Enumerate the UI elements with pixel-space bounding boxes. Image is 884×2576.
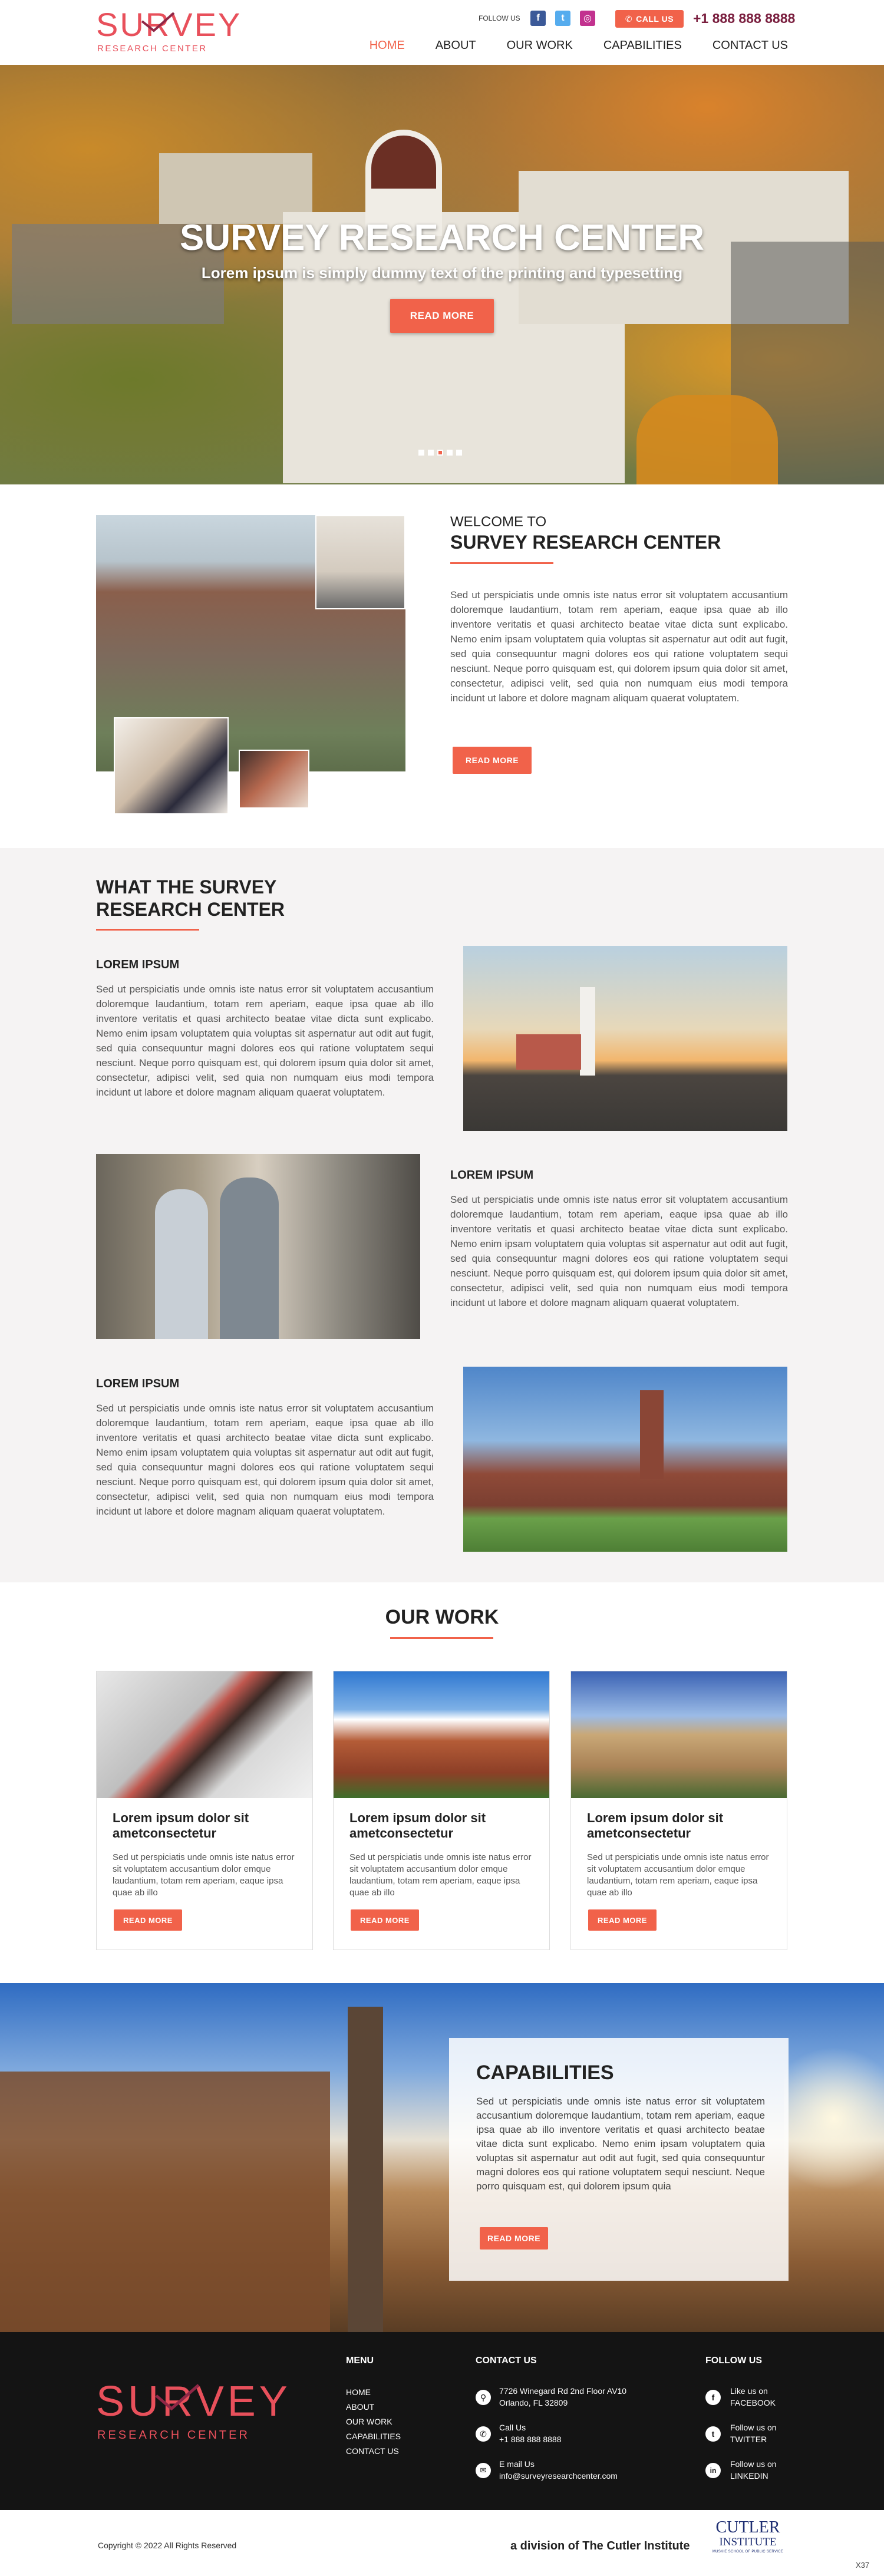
- header-phone[interactable]: +1 888 888 8888: [693, 11, 796, 26]
- footer-follow-title: FOLLOW US: [705, 2356, 762, 2366]
- location-icon: ⚲: [476, 2390, 491, 2405]
- logo-text: SURVEY: [96, 6, 242, 43]
- corner-label: X37: [856, 2561, 870, 2570]
- phone-icon: ✆: [476, 2426, 491, 2442]
- nav-capabilities[interactable]: CAPABILITIES: [603, 39, 682, 52]
- what-underline: [96, 929, 199, 931]
- what-item-1-heading: LOREM IPSUM: [96, 958, 180, 971]
- hero-slider: [0, 65, 884, 484]
- slider-dot-active[interactable]: [437, 450, 443, 456]
- cutler-tag: MUSKIE SCHOOL OF PUBLIC SERVICE: [712, 2550, 784, 2554]
- follow-us-label: FOLLOW US: [479, 14, 520, 22]
- what-section: [0, 848, 884, 1582]
- cutler-line1: CUTLER: [715, 2518, 780, 2537]
- logo-check-icon: [137, 11, 179, 34]
- cutler-line2: INSTITUTE: [719, 2536, 777, 2548]
- footer-menu: [346, 2385, 401, 2459]
- hero-subtitle: Lorem ipsum is simply dummy text of the printing and typesetting: [201, 264, 683, 282]
- work-card-body: Sed ut perspiciatis unde omnis iste natus error sit voluptatem accusantium dolor emque laudantium, totam rem aperiam, eaque ipsa quae ab illo: [113, 1852, 295, 1898]
- slider-dots: [418, 450, 462, 456]
- twitter-icon[interactable]: t: [555, 11, 570, 26]
- follow-line1: Follow us on: [730, 2423, 777, 2432]
- slider-dot[interactable]: [428, 450, 434, 456]
- footer-email: [476, 2458, 618, 2482]
- call-us-button[interactable]: [615, 10, 684, 28]
- student-figure: [155, 1189, 208, 1339]
- address-line1: 7726 Winegard Rd 2nd Floor AV10: [499, 2386, 627, 2396]
- footer-menu-home[interactable]: HOME: [346, 2387, 371, 2397]
- hero-title: SURVEY RESEARCH CENTER: [179, 217, 704, 258]
- nav-our-work[interactable]: OUR WORK: [506, 39, 573, 52]
- email-label: E mail Us: [499, 2459, 535, 2469]
- footer-follow-facebook[interactable]: [705, 2385, 776, 2409]
- what-item-3-heading: LOREM IPSUM: [96, 1377, 180, 1390]
- footer-call: [476, 2422, 562, 2445]
- our-work-section: [0, 1582, 884, 1983]
- work-card-image: [97, 1671, 312, 1798]
- student-figure: [220, 1177, 279, 1339]
- phone-icon: ✆: [625, 14, 633, 24]
- work-card-body: Sed ut perspiciatis unde omnis iste natus error sit voluptatem accusantium dolor emque laudantium, totam rem aperiam, eaque ipsa quae ab illo: [587, 1852, 769, 1898]
- lighthouse-house: [516, 1034, 581, 1070]
- bottom-bar: [0, 2510, 884, 2576]
- what-item-3-body: Sed ut perspiciatis unde omnis iste natus error sit voluptatem accusantium doloremque laudantium, totam rem aperiam, eaque ipsa quae ab illo inventore veritatis et quasi architecto beatae vitae dicta sunt explicabo. Nemo enim ipsam voluptatem quia voluptas sit aspernatur aut odit aut fugit, sed quia consequuntur magni dolores eos qui ratione voluptatem sequi nesciunt. Neque porro quisquam est, qui dolorem ipsum quia dolor sit amet, consectetur, adipisci velit, sed quia non numquam eius modi tempora incidunt ut labore et dolore magnam aliquam quaerat voluptatem.: [96, 1403, 434, 1517]
- slider-dot[interactable]: [456, 450, 462, 456]
- email-icon: ✉: [476, 2463, 491, 2478]
- work-card: [96, 1671, 313, 1950]
- welcome-students-image: [239, 750, 309, 809]
- follow-line1: Like us on: [730, 2386, 768, 2396]
- footer-logo-check-icon: [150, 2383, 203, 2412]
- call-us-label: CALL US: [636, 14, 674, 24]
- address-line2: Orlando, FL 32809: [499, 2398, 568, 2407]
- work-card-read-more-button[interactable]: READ MORE: [588, 1909, 657, 1931]
- site-footer: [0, 2332, 884, 2510]
- work-card: [570, 1671, 787, 1950]
- work-card-image: [571, 1671, 787, 1798]
- work-card-body: Sed ut perspiciatis unde omnis iste natus error sit voluptatem accusantium dolor emque laudantium, totam rem aperiam, eaque ipsa quae ab illo: [349, 1852, 532, 1898]
- campus-building-image: [463, 1367, 787, 1552]
- welcome-body: Sed ut perspiciatis unde omnis iste natus error sit voluptatem accusantium doloremque laudantium, totam rem aperiam, eaque ipsa quae ab illo inventore veritatis et quasi architecto beatae vitae dicta sunt explicabo. Nemo enim ipsam voluptatem quia voluptas sit aspernatur aut odit aut fugit, sed quia consequuntur magni dolores eos qui ratione voluptatem sequi nesciunt. Neque porro quisquam est, qui dolorem ipsum quia dolor sit amet, consectetur, adipisci velit, sed quia non numquam eius modi tempora incidunt ut labore et dolore magnam aliquam quaerat voluptatem.: [450, 589, 788, 704]
- welcome-arch-image: [315, 515, 405, 609]
- nav-about[interactable]: ABOUT: [435, 39, 476, 52]
- facebook-icon: f: [705, 2390, 721, 2405]
- lighthouse-image: [463, 946, 787, 1131]
- work-card-read-more-button[interactable]: READ MORE: [351, 1909, 419, 1931]
- slider-dot[interactable]: [447, 450, 453, 456]
- what-item-2-heading: LOREM IPSUM: [450, 1169, 534, 1182]
- footer-menu-capabilities[interactable]: CAPABILITIES: [346, 2432, 401, 2441]
- site-header: [0, 0, 884, 65]
- follow-line2: LINKEDIN: [730, 2471, 768, 2481]
- capabilities-title: CAPABILITIES: [476, 2062, 614, 2084]
- welcome-read-more-button[interactable]: READ MORE: [453, 747, 532, 774]
- facebook-icon[interactable]: f: [530, 11, 546, 26]
- call-label: Call Us: [499, 2423, 526, 2432]
- capabilities-panel: [449, 2038, 789, 2281]
- call-value[interactable]: +1 888 888 8888: [499, 2435, 562, 2444]
- footer-address: [476, 2385, 626, 2409]
- email-value[interactable]: info@surveyresearchcenter.com: [499, 2471, 618, 2481]
- work-card: [333, 1671, 550, 1950]
- nav-home[interactable]: HOME: [369, 39, 405, 52]
- hero-read-more-button[interactable]: READ MORE: [390, 299, 494, 333]
- twitter-icon: t: [705, 2426, 721, 2442]
- capabilities-body: Sed ut perspiciatis unde omnis iste natus error sit voluptatem accusantium doloremque laudantium, totam rem aperiam, eaque ipsa quae ab illo inventore veritatis et quasi architecto beatae vitae dicta sunt explicabo. Nemo enim ipsam voluptatem quia voluptas sit aspernatur aut odit aut fugit, sed quia consequuntur magni dolores eos qui ratione voluptatem sequi nesciunt. Neque porro quisquam est, qui dolorem ipsum quia: [476, 2096, 765, 2192]
- footer-contact-title: CONTACT US: [476, 2356, 537, 2366]
- slider-dot[interactable]: [418, 450, 424, 456]
- what-title-line1: WHAT THE SURVEY: [96, 876, 277, 898]
- work-card-title: Lorem ipsum dolor sit ametconsectetur: [349, 1810, 486, 1841]
- footer-logo[interactable]: [96, 2380, 291, 2445]
- logo-subtitle: RESEARCH CENTER: [97, 44, 207, 54]
- capabilities-read-more-button[interactable]: READ MORE: [480, 2227, 548, 2250]
- work-card-title: Lorem ipsum dolor sit ametconsectetur: [587, 1810, 724, 1841]
- what-item-2-body: Sed ut perspiciatis unde omnis iste natus error sit voluptatem accusantium doloremque laudantium, totam rem aperiam, eaque ipsa quae ab illo inventore veritatis et quasi architecto beatae vitae dicta sunt explicabo. Nemo enim ipsam voluptatem quia voluptas sit aspernatur aut odit aut fugit, sed quia consequuntur magni dolores eos qui ratione voluptatem sequi nesciunt. Neque porro quisquam est, qui dolorem ipsum quia dolor sit amet, consectetur, adipisci velit, sed quia non numquam eius modi tempora incidunt ut labore et dolore magnam aliquam quaerat voluptatem.: [450, 1194, 788, 1308]
- footer-logo-text: SURVEY: [96, 2378, 291, 2425]
- welcome-section: [0, 484, 884, 848]
- what-item-1-body: Sed ut perspiciatis unde omnis iste natus error sit voluptatem accusantium doloremque laudantium, totam rem aperiam, eaque ipsa quae ab illo inventore veritatis et quasi architecto beatae vitae dicta sunt explicabo. Nemo enim ipsam voluptatem quia voluptas sit aspernatur aut odit aut fugit, sed quia consequuntur magni dolores eos qui ratione voluptatem sequi nesciunt. Neque porro quisquam est, qui dolorem ipsum quia dolor sit amet, consectetur, adipisci velit, sed quia non numquam eius modi tempora incidunt ut labore et dolore magnam aliquam quaerat voluptatem.: [96, 984, 434, 1098]
- follow-line1: Follow us on: [730, 2459, 777, 2469]
- clock-tower: [640, 1390, 664, 1479]
- follow-line2: TWITTER: [730, 2435, 767, 2444]
- instagram-icon[interactable]: ◎: [580, 11, 595, 26]
- lighthouse-tower: [580, 987, 595, 1076]
- division-text: a division of The Cutler Institute: [510, 2539, 690, 2552]
- capabilities-section: [0, 1983, 884, 2332]
- what-title-line2: RESEARCH CENTER: [96, 899, 285, 920]
- cutler-logo[interactable]: [708, 2519, 788, 2565]
- footer-menu-about[interactable]: ABOUT: [346, 2402, 375, 2412]
- welcome-title: SURVEY RESEARCH CENTER: [450, 532, 721, 553]
- cap-spire: [348, 2007, 383, 2332]
- follow-line2: FACEBOOK: [730, 2398, 776, 2407]
- footer-menu-contact-us[interactable]: CONTACT US: [346, 2446, 399, 2456]
- social-links: [530, 11, 595, 26]
- footer-menu-our-work[interactable]: OUR WORK: [346, 2417, 392, 2426]
- nav-contact-us[interactable]: CONTACT US: [712, 39, 788, 52]
- cap-building-left: [0, 2072, 330, 2332]
- work-card-read-more-button[interactable]: READ MORE: [114, 1909, 182, 1931]
- copyright: Copyright © 2022 All Rights Reserved: [98, 2541, 237, 2550]
- cap-sun-glow: [784, 2030, 884, 2207]
- footer-menu-title: MENU: [346, 2356, 374, 2366]
- students-walking-image: [96, 1154, 420, 1339]
- our-work-underline: [390, 1637, 493, 1639]
- linkedin-icon: in: [705, 2463, 721, 2478]
- work-card-image: [334, 1671, 549, 1798]
- welcome-kicker: WELCOME TO: [450, 514, 547, 530]
- our-work-title: OUR WORK: [385, 1606, 499, 1628]
- footer-follow-linkedin[interactable]: [705, 2458, 777, 2482]
- logo[interactable]: [96, 6, 242, 55]
- main-nav: [370, 39, 788, 52]
- welcome-laptop-image: [114, 717, 229, 814]
- footer-logo-subtitle: RESEARCH CENTER: [97, 2429, 250, 2442]
- footer-follow-twitter[interactable]: [705, 2422, 777, 2445]
- hero-trees: [636, 395, 778, 484]
- welcome-underline: [450, 562, 553, 564]
- work-card-title: Lorem ipsum dolor sit ametconsectetur: [113, 1810, 249, 1841]
